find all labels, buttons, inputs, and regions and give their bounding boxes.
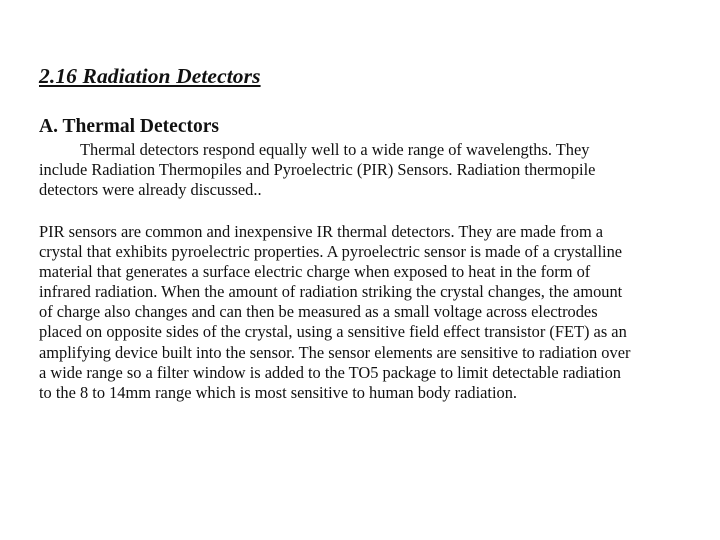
paragraph-line: material that generates a surface electric charge when exposed to heat in the form of bbox=[39, 262, 591, 282]
paragraph-line: PIR sensors are common and inexpensive IR thermal detectors. They are made from a bbox=[39, 222, 604, 241]
paragraph-line: amplifying device built into the sensor. The sensor elements are sensitive to radiation over bbox=[39, 342, 631, 362]
section-title: 2.16 Radiation Detectors bbox=[39, 64, 261, 88]
paragraph-line: crystal that exhibits pyroelectric properties. A pyroelectric sensor is made of a crystalline bbox=[39, 242, 623, 262]
paragraph-line: of charge also changes and can then be measured as a small voltage across electrodes bbox=[39, 302, 598, 322]
paragraph-line: infrared radiation. When the amount of radiation striking the crystal changes, the amount bbox=[39, 282, 623, 302]
paragraph-line: detectors were already discussed.. bbox=[39, 180, 262, 200]
paragraph-line: include Radiation Thermopiles and Pyroelectric (PIR) Sensors. Radiation thermopile bbox=[39, 160, 596, 180]
paragraph-line: placed on opposite sides of the crystal, using a sensitive field effect transistor (FET) as an bbox=[39, 322, 627, 342]
paragraph-line: to the 8 to 14mm range which is most sensitive to human body radiation. bbox=[39, 382, 517, 402]
subsection-title: A. Thermal Detectors bbox=[39, 116, 219, 137]
paragraph-line: a wide range so a filter window is added to the TO5 package to limit detectable radiation bbox=[39, 362, 621, 382]
paragraph-line: Thermal detectors respond equally well to a wide range of wavelengths. They bbox=[80, 140, 590, 159]
paragraph-pir-sensors bbox=[39, 222, 630, 403]
paragraph-thermal-detectors bbox=[39, 140, 595, 200]
